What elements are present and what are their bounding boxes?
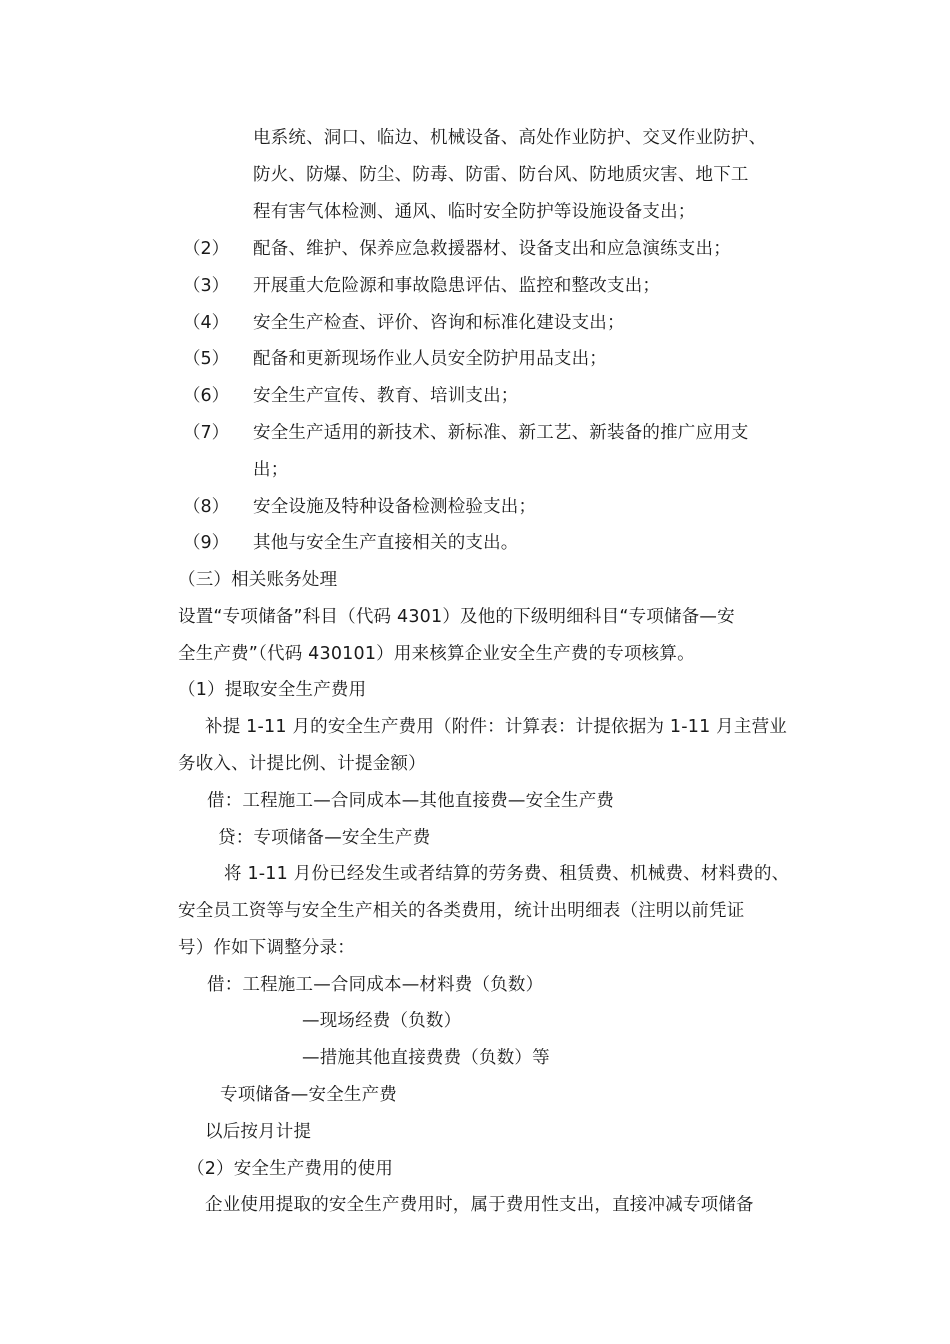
subsection-heading-2: （2）安全生产费用的使用: [187, 1159, 394, 1179]
paragraph-line: 安全员工资等与安全生产相关的各类费用，统计出明细表（注明以前凭证: [178, 901, 745, 921]
paragraph-line: 补提 1-11 月的安全生产费用（附件：计算表：计提依据为 1-11 月主营业: [205, 717, 787, 737]
item-number: （3）: [183, 276, 230, 296]
item-number: （8）: [183, 497, 230, 517]
item-text: 安全生产适用的新技术、新标准、新工艺、新装备的推广应用支: [253, 423, 749, 443]
journal-entry-subline: —措施其他直接费费（负数）等: [302, 1048, 550, 1068]
note-line: 以后按月计提: [205, 1122, 312, 1142]
item-text: 安全生产检查、评价、咨询和标准化建设支出；: [253, 313, 625, 333]
item1-continuation-line1: 电系统、洞口、临边、机械设备、高处作业防护、交叉作业防护、: [253, 128, 767, 148]
intro-paragraph-line2: 全生产费”（代码 430101）用来核算企业安全生产费的专项核算。: [178, 644, 695, 664]
item-text-continuation: 出；: [253, 460, 289, 480]
paragraph-line: 将 1-11 月份已经发生或者结算的劳务费、租赁费、机械费、材料费的、: [224, 864, 790, 884]
paragraph-line: 企业使用提取的安全生产费用时，属于费用性支出，直接冲减专项储备: [205, 1195, 754, 1215]
item-text: 开展重大危险源和事故隐患评估、监控和整改支出；: [253, 276, 661, 296]
item1-continuation-line3: 程有害气体检测、通风、临时安全防护等设施设备支出；: [253, 202, 696, 222]
journal-entry-credit: 贷：专项储备—安全生产费: [218, 828, 431, 848]
item-text: 配备、维护、保养应急救援器材、设备支出和应急演练支出；: [253, 239, 731, 259]
subsection-heading-1: （1）提取安全生产费用: [178, 680, 367, 700]
journal-entry-debit: 借：工程施工—合同成本—其他直接费—安全生产费: [207, 791, 615, 811]
item-text: 安全设施及特种设备检测检验支出；: [253, 497, 537, 517]
paragraph-line: 务收入、计提比例、计提金额）: [178, 754, 426, 774]
item-number: （9）: [183, 533, 230, 553]
journal-entry-debit: 借：工程施工—合同成本—材料费（负数）: [207, 975, 544, 995]
item-text: 配备和更新现场作业人员安全防护用品支出；: [253, 349, 607, 369]
item1-continuation-line2: 防火、防爆、防尘、防毒、防雷、防台风、防地质灾害、地下工: [253, 165, 749, 185]
intro-paragraph-line1: 设置“专项储备”科目（代码 4301）及他的下级明细科目“专项储备—安: [178, 607, 735, 627]
section-heading: （三）相关账务处理: [178, 570, 338, 590]
journal-entry-credit: 专项储备—安全生产费: [220, 1085, 397, 1105]
item-text: 安全生产宣传、教育、培训支出；: [253, 386, 519, 406]
item-number: （7）: [183, 423, 230, 443]
item-number: （5）: [183, 349, 230, 369]
item-number: （6）: [183, 386, 230, 406]
paragraph-line: 号）作如下调整分录：: [178, 938, 355, 958]
item-number: （2）: [183, 239, 230, 259]
journal-entry-subline: —现场经费（负数）: [302, 1011, 462, 1031]
item-number: （4）: [183, 313, 230, 333]
item-text: 其他与安全生产直接相关的支出。: [253, 533, 519, 553]
